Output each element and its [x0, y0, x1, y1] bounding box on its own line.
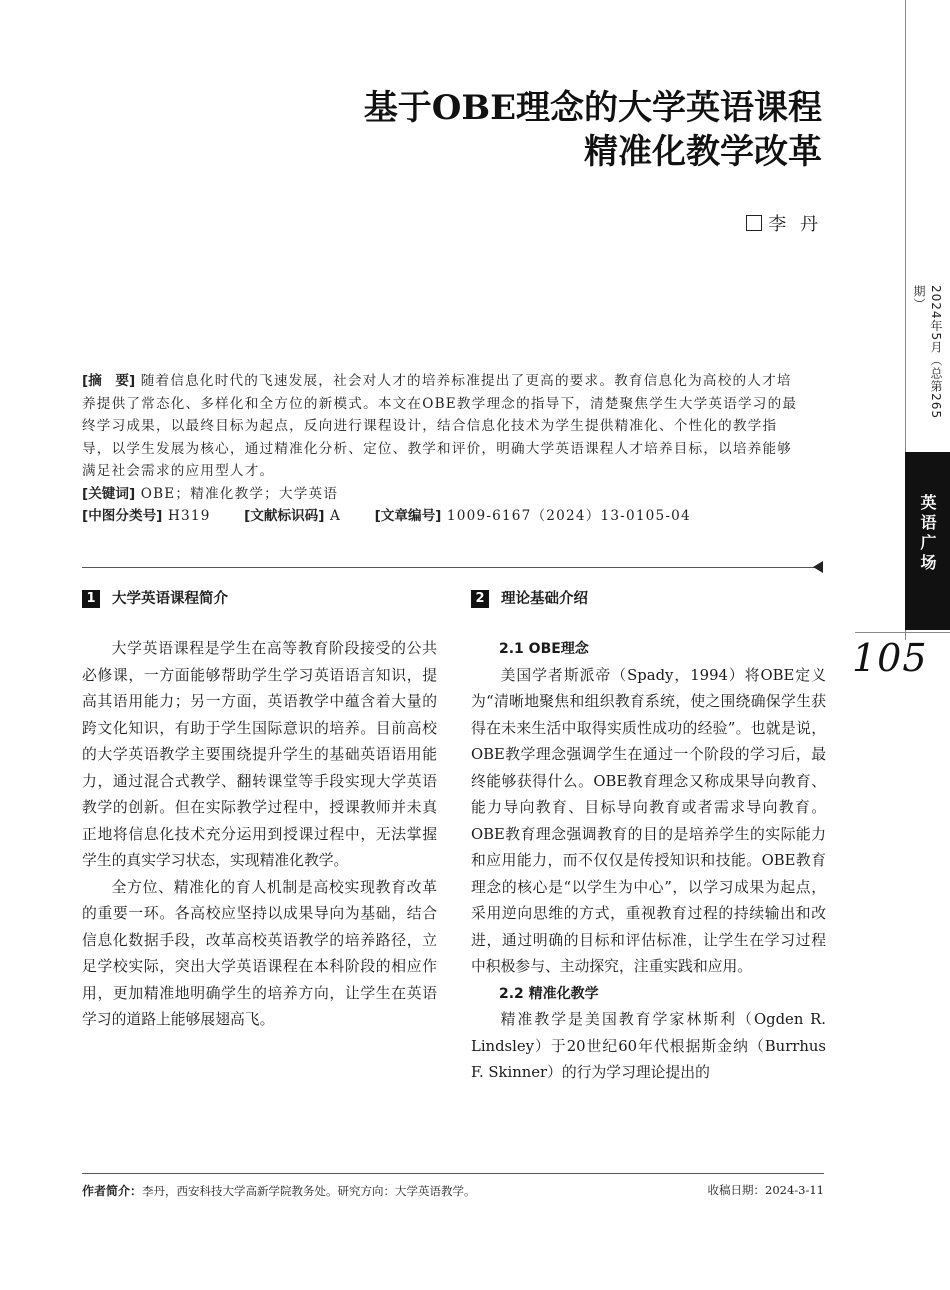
section-2-title: 理论基础介绍: [501, 590, 588, 607]
subsection-2-1-paragraph: 美国学者斯派帝（Spady，1994）将OBE定义为“清晰地聚焦和组织教育系统，使之围绕确保学生获得在未来生活中取得实质性成功的经验”。也就是说，OBE教学理念强调学生在通过一个阶段的学习后，最终能够获得什么。OBE教育理念又称成果导向教育、能力导向教育、目标导向教育或者需求导向教育。OBE教育理念强调教育的目的是培养学生的实际能力和应用能力，而不仅仅是传授知识和技能。OBE教育理念的核心是“以学生为中心”，以学习成果为起点，采用逆向思维的方式，重视教育过程的持续输出和改进，通过明确的目标和评估标准，让学生在学习过程中积极参与、主动探究，注重实践和应用。: [471, 666, 826, 975]
author-bio: [82, 1182, 476, 1199]
clc-item: [82, 508, 211, 524]
abstract-divider: [82, 567, 817, 568]
keywords-label: [关键词]: [82, 485, 136, 502]
column-name: 英语广场: [918, 494, 937, 574]
footer-divider: [82, 1173, 824, 1174]
section-1-title: 大学英语课程简介: [112, 590, 228, 607]
abstract-block: [82, 370, 802, 528]
title-line-2: 精准化教学改革: [584, 132, 822, 172]
subsection-2-1-title: 2.1 OBE理念: [499, 641, 589, 657]
left-column: [82, 588, 437, 1034]
triangle-marker-icon: [813, 561, 823, 573]
keywords-line: [82, 483, 802, 506]
section-1-heading: [82, 588, 437, 610]
page-number-rule: [855, 632, 950, 633]
author-bio-label: 作者简介：: [82, 1184, 143, 1198]
section-1-number: 1: [82, 590, 100, 608]
author-line: [746, 210, 822, 236]
issue-date: 2024年5月（总第265期）: [912, 285, 943, 420]
column-tab: [905, 452, 950, 630]
section-1-paragraph-1: 大学英语课程是学生在高等教育阶段接受的公共必修课，一方面能够帮助学生学习英语语言知识，提高其语用能力；另一方面，英语教学中蕴含着大量的跨文化知识，有助于学生国际意识的培养。目前高校的大学英语教学主要围绕提升学生的基础英语语用能力，通过混合式教学、翻转课堂等手段实现大学英语教学的创新。但在实际教学过程中，授课教师并未真正地将信息化技术充分运用到授课过程中，无法掌握学生的真实学习状态，实现精准化教学。: [82, 640, 437, 869]
clc-label: [中图分类号]: [82, 508, 163, 524]
square-icon: [746, 215, 762, 231]
classification-line: [82, 505, 802, 528]
abstract-text: 随着信息化时代的飞速发展，社会对人才的培养标准提出了更高的要求。教育信息化为高校的人才培养提供了常态化、多样化和全方位的新模式。本文在OBE教学理念的指导下，清楚聚焦学生大学英语学习的最终学习成果，以最终目标为起点，反向进行课程设计，结合信息化技术为学生提供精准化、个性化的教学指导，以学生发展为核心，通过精准化分析、定位、教学和评价，明确大学英语课程人才培养目标，以培养能够满足社会需求的应用型人才。: [82, 373, 798, 479]
section-2-heading: [471, 588, 826, 610]
received-date: 收稿日期：2024-3-11: [707, 1183, 824, 1197]
page-number: 105: [852, 636, 928, 680]
footer: [82, 1182, 824, 1199]
article-no-label: [文章编号]: [374, 508, 442, 524]
author-name: 李 丹: [768, 214, 822, 235]
author-bio-text: 李丹，西安科技大学高新学院教务处。研究方向：大学英语教学。: [142, 1184, 476, 1198]
doc-code-label: [文献标识码]: [244, 508, 325, 524]
subsection-2-2-title: 2.2 精准化教学: [499, 985, 599, 1002]
section-1-paragraph-2: 全方位、精准化的育人机制是高校实现教育改革的重要一环。各高校应坚持以成果导向为基础，结合信息化数据手段，改革高校英语教学的培养路径，立足学校实际，突出大学英语课程在本科阶段的相应作用，更加精准地明确学生的培养方向，让学生在英语学习的道路上能够展翅高飞。: [82, 878, 437, 1028]
clc-value: H319: [167, 508, 211, 524]
article-title: [364, 86, 822, 174]
article-no-value: 1009-6167（2024）13-0105-04: [446, 508, 691, 524]
doc-code-item: [244, 508, 341, 524]
doc-code-value: A: [330, 508, 342, 524]
abstract-label: [摘 要]: [82, 373, 136, 389]
keywords-text: OBE；精准化教学；大学英语: [140, 485, 339, 502]
right-column: [471, 588, 826, 1087]
abstract-paragraph: [82, 370, 802, 483]
title-line-1: 基于OBE理念的大学英语课程: [363, 88, 822, 128]
section-2-number: 2: [471, 590, 489, 608]
subsection-2-2-paragraph: 精准教学是美国教育学家林斯利（Ogden R. Lindsley）于20世纪60年代根据斯金纳（Burrhus F. Skinner）的行为学习理论提出的: [471, 1011, 826, 1081]
article-no-item: [375, 508, 691, 524]
